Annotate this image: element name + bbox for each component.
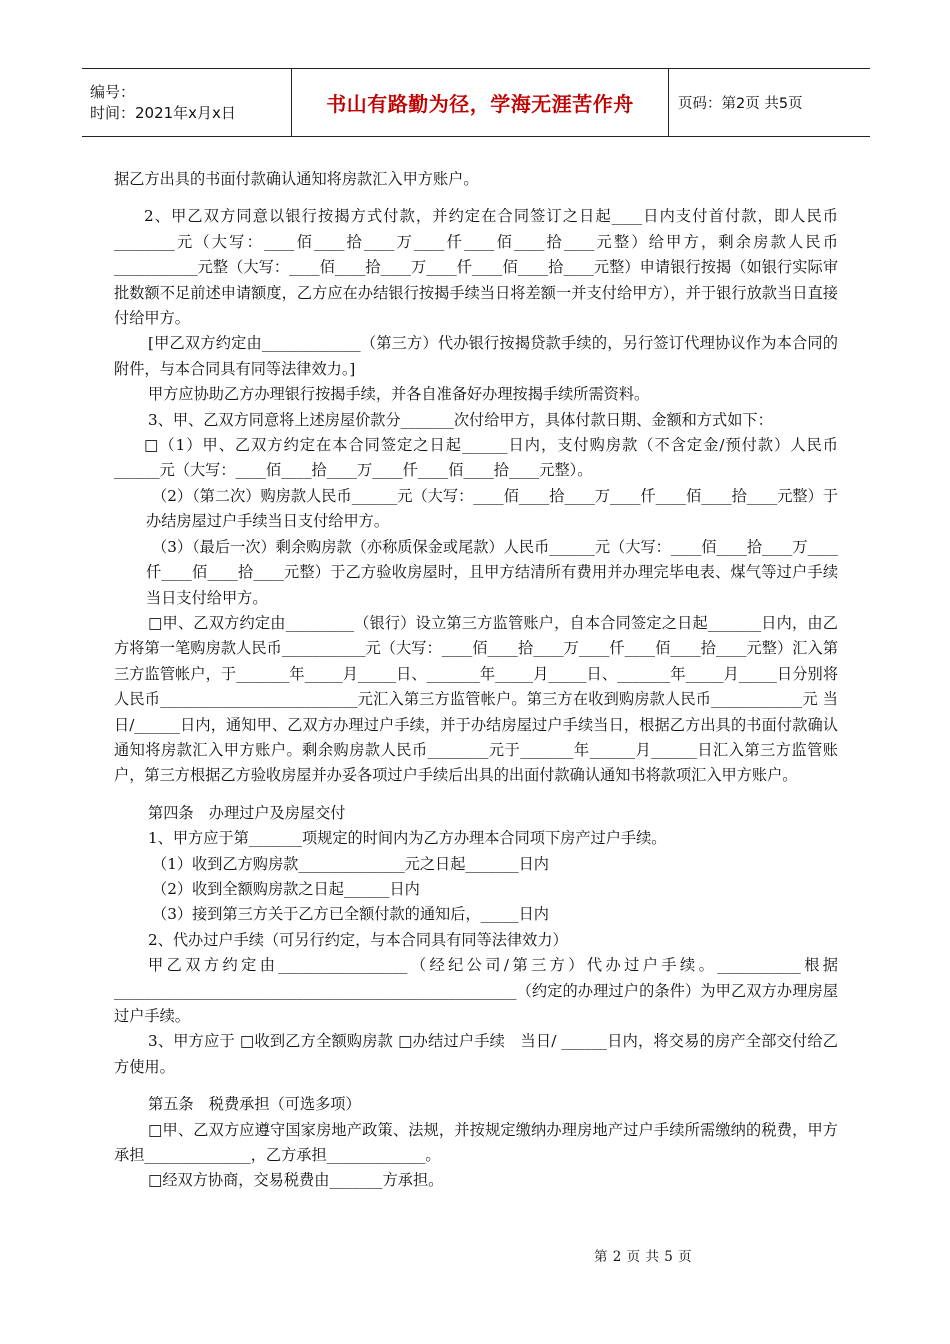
page-header (82, 68, 870, 137)
contract-paragraph: □（1）甲、乙双方约定在本合同签定之日起______日内，支付购房款（不含定金/预付款）人民币______元（大写：____佰____拾____万____仟____佰____拾____元整）。 (114, 436, 838, 480)
contract-paragraph: （3）接到第三方关于乙方已全额付款的通知后，_____日内 (152, 905, 549, 924)
paragraph-spacer (114, 1080, 838, 1092)
contract-paragraph: （2）（第二次）购房款人民币______元（大写：____佰____拾____万____仟____佰____拾____元整）于办结房屋过户手续当日支付给甲方。 (146, 486, 838, 531)
contract-paragraph: □经双方协商，交易税费由_______方承担。 (148, 1171, 444, 1190)
page-info: 页码：第2页 共5页 (678, 96, 803, 112)
header-page-info-cell (669, 69, 803, 136)
contract-paragraph: 1、甲方应于第_______项规定的时间内为乙方办理本合同项下房产过户手续。 (148, 829, 667, 848)
document-date: 时间：2021年x月x日 (90, 103, 236, 122)
paragraph-spacer (114, 192, 838, 204)
contract-paragraph: 第四条 办理过户及房屋交付 (148, 803, 346, 822)
contract-paragraph: 甲方应协助乙方办理银行按揭手续，并各自准备好办理按揭手续所需资料。 (148, 385, 650, 404)
contract-paragraph: 2、代办过户手续（可另行约定，与本合同具有同等法律效力） (148, 930, 568, 949)
contract-paragraph: 3、甲、乙双方同意将上述房屋价款分_______次付给甲方，具体付款日期、金额和方式如下： (148, 410, 773, 429)
contract-paragraph: （1）收到乙方购房款______________元之日起_______日内 (152, 854, 549, 873)
contract-paragraph: [甲乙双方约定由_____________（第三方）代办银行按揭贷款手续的，另行签订代理协议作为本合同的附件，与本合同具有同等法律效力。] (114, 334, 838, 378)
document-number-label: 编号： (90, 82, 136, 101)
contract-paragraph: 2、甲乙双方同意以银行按揭方式付款，并约定在合同签订之日起____日内支付首付款，即人民币________元（大写：____佰____拾____万____仟____佰____拾____元整）给甲方，剩余房款人民币___________元整（大写：____佰____拾____万____仟____佰____拾____元整）申请银行按揭（如银行实际审批数额不足前述申请额度，乙方应在办结银行按揭手续当日将差额一并支付给甲方），并于银行放款当日直接付给甲方。 (114, 207, 838, 328)
paragraph-spacer (114, 789, 838, 801)
contract-body (114, 167, 838, 1194)
contract-paragraph: （3）（最后一次）剩余购房款（亦称质保金或尾款）人民币______元（大写：____佰____拾____万____仟____佰____拾____元整）于乙方验收房屋时，且甲方结清所有费用并办理完毕电表、煤气等过户手续当日支付给甲方。 (146, 537, 838, 607)
contract-paragraph: （2）收到全额购房款之日起______日内 (152, 879, 420, 898)
header-meta (82, 69, 291, 136)
contract-paragraph: □甲、乙双方约定由_________（银行）设立第三方监管账户，自本合同签定之日起_______日内，由乙方将第一笔购房款人民币___________元（大写：____佰____拾____万____仟____佰____拾____元整）汇入第三方监管帐户，于_______年_____月_____日、_______年_____月_____日、_______年_____月_____日分别将人民币__________________________元汇入第三方监管帐户。第三方在收到购房款人民币____________元 当日/______日内，通知甲、乙双方办理过户手续，并于办结房屋过户手续当日，根据乙方出具的书面付款确认通知将房款汇入甲方账户。剩余购房款人民币________元于_______年______月______日汇入第三方监管账户，第三方根据乙方验收房屋并办妥各项过户手续后出具的出面付款确认通知书将款项汇入甲方账户。 (114, 613, 838, 785)
contract-paragraph: 3、甲方应于 □收到乙方全额购房款 □办结过户手续 当日/ ______日内，将交易的房产全部交付给乙方使用。 (114, 1032, 838, 1076)
contract-paragraph: 第五条 税费承担（可选多项） (148, 1095, 361, 1114)
contract-paragraph: □甲、乙双方应遵守国家房地产政策、法规，并按规定缴纳办理房地产过户手续所需缴纳的税费，甲方承担______________，乙方承担_____________。 (114, 1120, 838, 1165)
contract-paragraph: 甲乙双方约定由_________________（经纪公司/第三方）代办过户手续。___________根据_____________________________________________________（约定的办理过户的条件）为甲乙双方办理房屋过户手续。 (114, 956, 838, 1025)
contract-paragraph: 据乙方出具的书面付款确认通知将房款汇入甲方账户。 (114, 170, 479, 188)
page-footer: 第 2 页 共 5 页 (594, 1249, 693, 1265)
motto: 书山有路勤为径，学海无涯苦作舟 (326, 92, 634, 116)
header-motto-cell (291, 69, 669, 136)
